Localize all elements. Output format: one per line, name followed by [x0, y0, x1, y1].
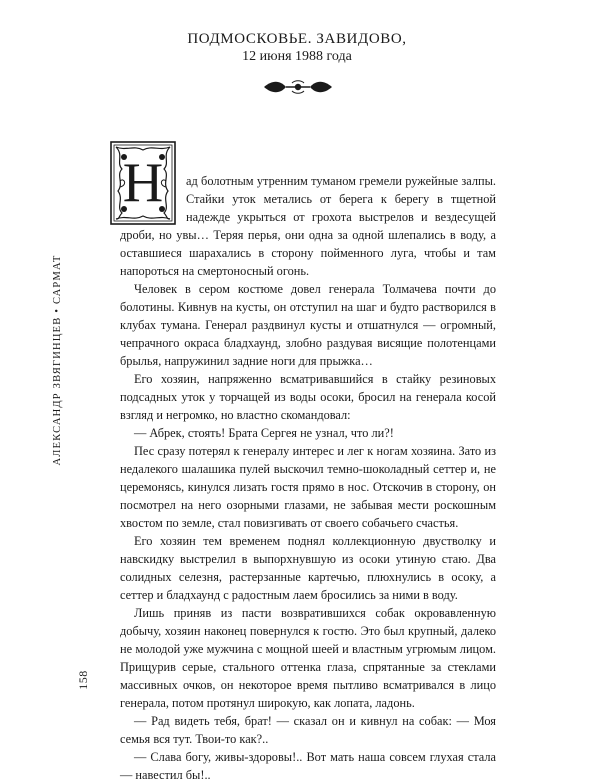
running-head: АЛЕКСАНДР ЗВЯГИНЦЕВ • САРМАТ: [52, 254, 63, 466]
paragraph: — Абрек, стоять! Брата Сергея не узнал, что ли?!: [134, 426, 394, 440]
ornament-divider-icon: [262, 78, 334, 96]
chapter-heading: [106, 30, 488, 66]
heading-date: 12 июня 1988 года: [242, 49, 352, 64]
body-text: [120, 172, 496, 784]
paragraph: ад болотным утренним туманом гремели ружейные залпы. Стайки уток метались от берега к берегу в тщетной надежде укрыться от грохота выстрелов и вездесущей дроби, но увы… Теряя перья, они одна за одной шлепались в воду, а оставшиеся шарахались в сторону пойменного луга, чтобы и там напороться на смертоносный огонь.: [120, 174, 496, 278]
page-number: 158: [76, 670, 90, 690]
paragraph: Лишь приняв из пасти возвратившихся собак окровавленную добычу, хозяин наконец повернулся к гостю. Это был крупный, далеко не молодой уже мужчина с мощной шеей и властным угрюмым лицом. Прищурив серые, стального оттенка глаза, спрятанные за стеклами массивных очков, он некоторое время пытливо всматривался в лицо генерала, потом протянул широкую, как лопата, ладонь.: [120, 606, 496, 710]
paragraph: — Слава богу, живы-здоровы!.. Вот мать наша совсем глухая стала — навестил бы!..: [120, 750, 496, 782]
heading-place: ПОДМОСКОВЬЕ. ЗАВИДОВО,: [187, 31, 407, 47]
paragraph: Его хозяин, напряженно всматривавшийся в стайку резиновых подсадных уток у торчащей из воды осоки, бросил на генерала косой взгляд и негромко, но властно скомандовал:: [120, 372, 496, 422]
drop-cap-letter: Н: [122, 152, 164, 214]
paragraph: Человек в сером костюме довел генерала Толмачева почти до болотины. Кивнув на кусты, он отступил на шаг и будто растворился в клубах тумана. Генерал раздвинул кусты и отшатнулся — огромный, чепрачного окраса бладхаунд, злобно раздувая висящие полотенцами брылья, напружинил задние ноги для прыжка…: [120, 282, 496, 368]
paragraph: — Рад видеть тебя, брат! — сказал он и кивнул на собак: — Моя семья вся тут. Твои-то как?..: [120, 714, 496, 746]
paragraph: Пес сразу потерял к генералу интерес и лег к ногам хозяина. Зато из недалекого шалашика пулей выскочил темно-шоколадный сеттер и, не церемонясь, кинулся лизать гостя прямо в нос. Отскочив в сторону, он посмотрел на него озорными глазами, не забывая мести роскошным хвостом по земле, стал повизгивать от своего собачьего счастья.: [120, 444, 496, 530]
paragraph: Его хозяин тем временем поднял коллекционную двустволку и навскидку выстрелил в выпорхнувшую из осоки утиную стаю. Два солидных селезня, растерзанные картечью, плюхнулись в осоку, а сеттер и бладхаунд с радостным лаем бросились за ними в воду.: [120, 534, 496, 602]
